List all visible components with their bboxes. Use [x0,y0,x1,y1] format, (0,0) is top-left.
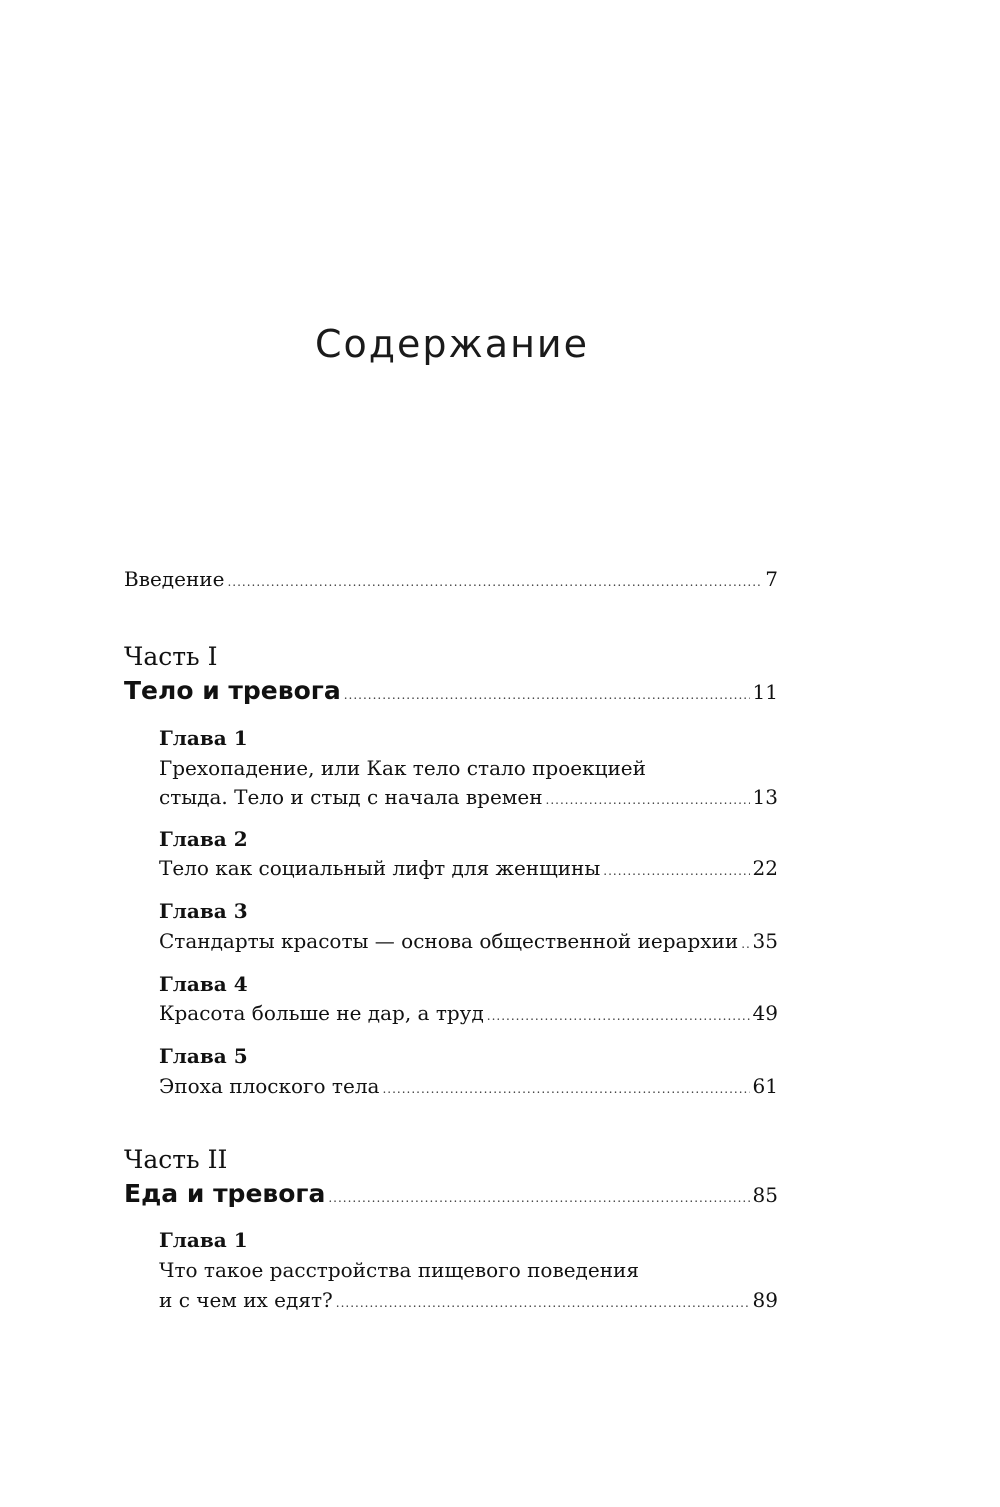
chapter-label: Глава 1 [159,1228,248,1252]
chapter-label: Глава 3 [159,899,248,923]
toc-entry-chapter[interactable] [159,1286,778,1317]
chapter-title: и с чем их едят? [159,1288,333,1312]
toc-entry-chapter[interactable] [159,927,778,958]
dot-leader [546,786,750,814]
toc-entry-label: Введение [124,567,225,591]
dot-leader [344,681,750,709]
toc-entry-chapter[interactable] [159,854,778,885]
dot-leader [487,1002,750,1030]
toc-entry-chapter[interactable] [159,783,778,814]
toc-page-number: 35 [752,929,778,953]
toc-entry-intro[interactable] [124,565,778,596]
dot-leader [382,1075,749,1103]
chapter-title: Красота больше не дар, а труд [159,1001,484,1025]
page-title: Содержание [315,322,589,366]
toc-page-number: 85 [752,1183,778,1207]
chapter-label: Глава 5 [159,1044,248,1068]
chapter-title-line: Что такое расстройства пищевого поведения [159,1258,639,1282]
part-label: Часть I [124,642,218,671]
toc-page-number: 49 [752,1001,778,1025]
chapter-title: Стандарты красоты — основа общественной иерархии [159,929,739,953]
dot-leader [328,1184,749,1212]
toc-entry-part-2[interactable] [124,1180,778,1212]
part-title: Тело и тревога [124,676,341,705]
chapter-label: Глава 1 [159,726,248,750]
chapter-title: Тело как социальный лифт для женщины [159,856,601,880]
dot-leader [741,930,749,958]
toc-entry-part-1[interactable] [124,677,778,709]
dot-leader [336,1289,750,1317]
toc-entry-chapter[interactable] [159,1072,778,1103]
part-label: Часть II [124,1145,228,1174]
toc-entry-chapter[interactable] [159,999,778,1030]
toc-page-number: 22 [752,856,778,880]
dot-leader [227,568,762,596]
chapter-title: стыда. Тело и стыд с начала времен [159,785,543,809]
chapter-label: Глава 2 [159,827,248,851]
chapter-label: Глава 4 [159,972,248,996]
part-title: Еда и тревога [124,1179,326,1208]
toc-page-number: 89 [752,1288,778,1312]
toc-page-number: 11 [752,680,778,704]
toc-page-number: 7 [765,567,778,591]
chapter-title-line: Грехопадение, или Как тело стало проекцией [159,756,646,780]
chapter-title: Эпоха плоского тела [159,1074,380,1098]
dot-leader [603,857,749,885]
toc-page-number: 13 [752,785,778,809]
toc-page-number: 61 [752,1074,778,1098]
